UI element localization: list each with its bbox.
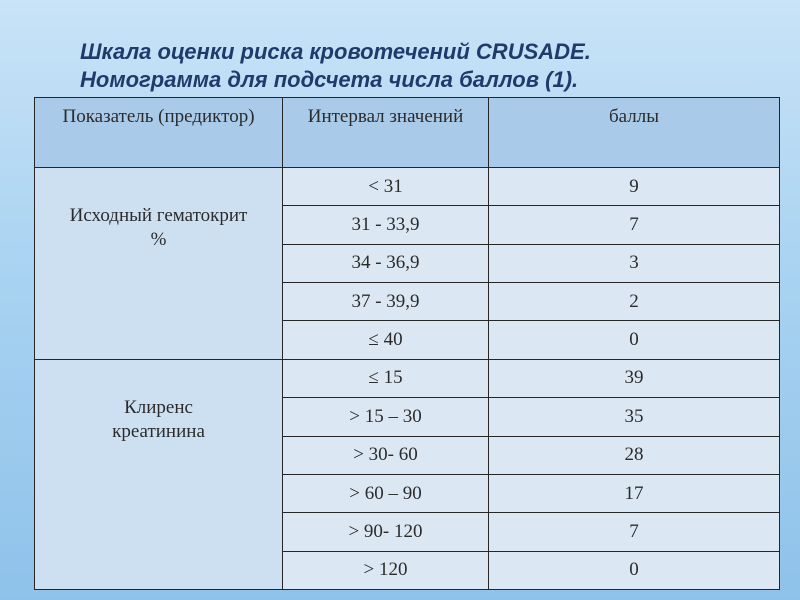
header-predictor: Показатель (предиктор) <box>35 98 283 168</box>
points-cell: 7 <box>489 513 780 551</box>
predictor-hematocrit <box>35 168 283 360</box>
crusade-score-table <box>34 97 780 590</box>
interval-cell: > 15 – 30 <box>283 398 489 436</box>
slide-title-line-2: Номограмма для подсчета числа баллов (1). <box>80 67 579 92</box>
predictor-label: Клиренс <box>124 396 193 418</box>
points-cell: 39 <box>489 359 780 397</box>
interval-cell: 31 - 33,9 <box>283 206 489 244</box>
table-row <box>35 168 780 206</box>
interval-cell: ≤ 15 <box>283 359 489 397</box>
predictor-label-continued: креатинина <box>112 420 205 442</box>
points-cell: 7 <box>489 206 780 244</box>
points-cell: 0 <box>489 551 780 589</box>
interval-cell: > 90- 120 <box>283 513 489 551</box>
table-row <box>35 359 780 397</box>
predictor-unit: % <box>150 229 167 250</box>
points-cell: 28 <box>489 436 780 474</box>
points-cell: 0 <box>489 321 780 359</box>
points-cell: 3 <box>489 244 780 282</box>
predictor-label: Исходный гематокрит <box>69 205 248 226</box>
interval-cell: > 120 <box>283 551 489 589</box>
interval-cell: 37 - 39,9 <box>283 283 489 321</box>
interval-cell: ≤ 40 <box>283 321 489 359</box>
slide-title <box>80 38 591 94</box>
interval-cell: > 60 – 90 <box>283 474 489 512</box>
table-header-row <box>35 98 780 168</box>
points-cell: 9 <box>489 168 780 206</box>
interval-cell: < 31 <box>283 168 489 206</box>
header-points: баллы <box>489 98 780 168</box>
predictor-creatinine-clearance <box>35 359 283 589</box>
slide-title-line-1: Шкала оценки риска кровотечений CRUSADE. <box>80 39 591 64</box>
interval-cell: 34 - 36,9 <box>283 244 489 282</box>
header-interval: Интервал значений <box>283 98 489 168</box>
points-cell: 17 <box>489 474 780 512</box>
interval-cell: > 30- 60 <box>283 436 489 474</box>
points-cell: 2 <box>489 283 780 321</box>
points-cell: 35 <box>489 398 780 436</box>
